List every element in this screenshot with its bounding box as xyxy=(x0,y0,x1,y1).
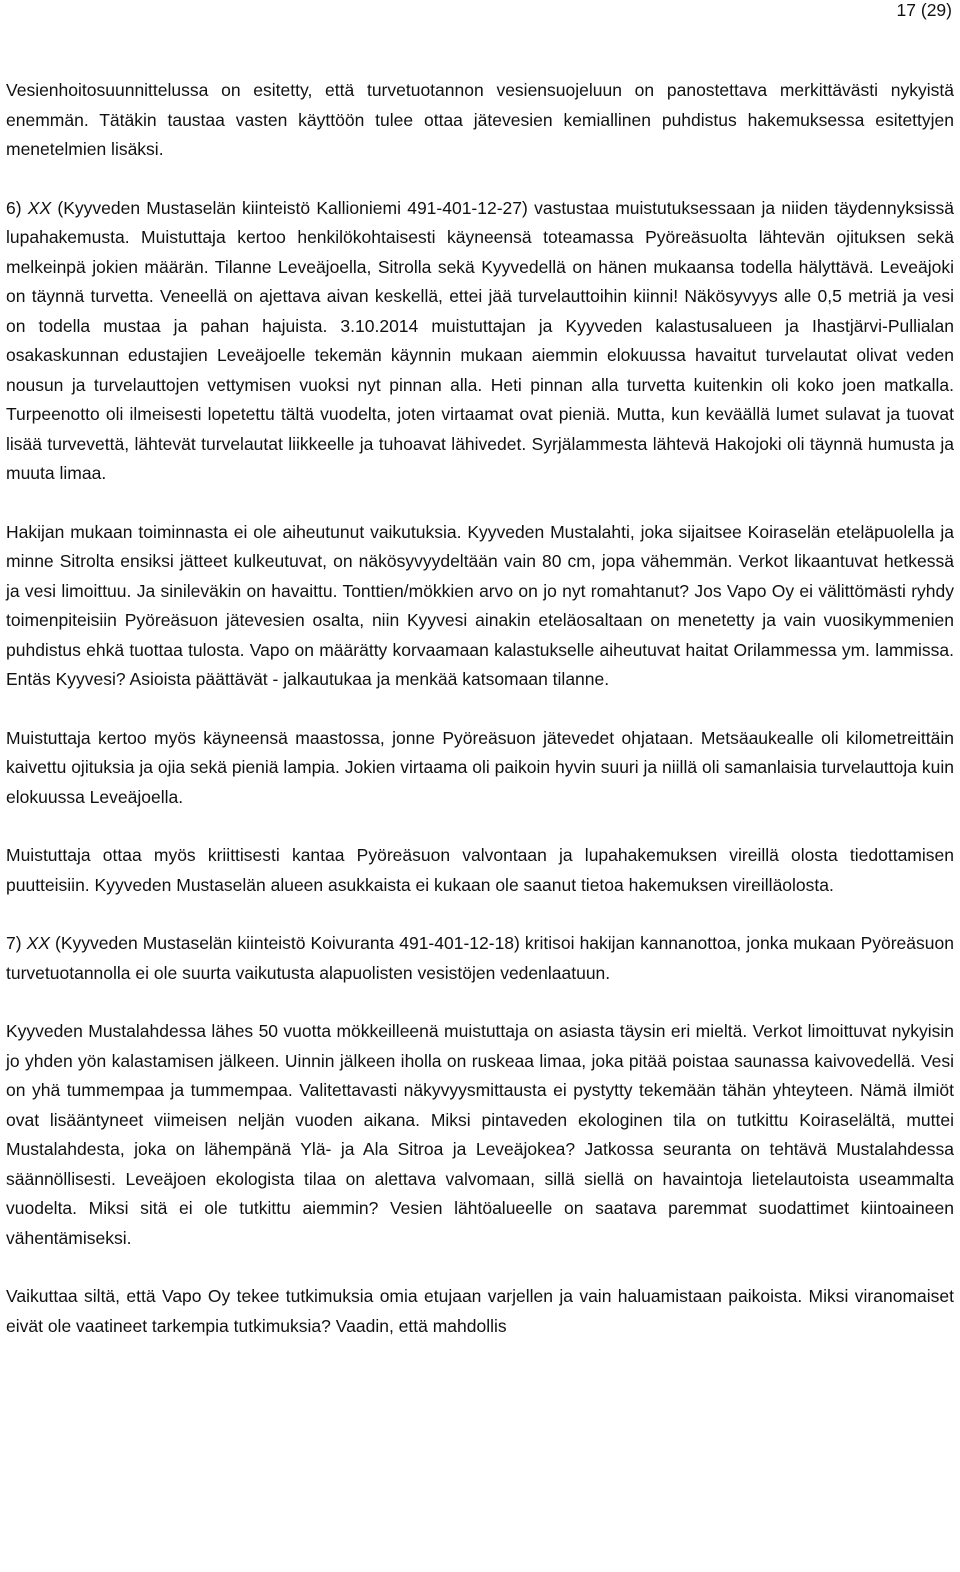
paragraph-2 xyxy=(6,194,954,489)
page-number: 17 (29) xyxy=(896,0,952,20)
paragraph-5: Muistuttaja ottaa myös kriittisesti kantaa Pyöreäsuon valvontaan ja lupahakemuksen vireillä olosta tiedottamisen puutteisiin. Kyyveden Mustaselän alueen asukkaista ei kukaan ole saanut tietoa hakemuksen vireilläolosta. xyxy=(6,845,954,895)
paragraph-6-text: (Kyyveden Mustaselän kiinteistö Koivuranta 491-401-12-18) kritisoi hakijan kannanottoa, jonka mukaan Pyöreäsuon turvetuotannolla ei ole suurta vaikutusta alapuolisten vesistöjen vedenlaatuun. xyxy=(6,933,954,983)
paragraph-1: Vesienhoitosuunnittelussa on esitetty, että turvetuotannon vesiensuojeluun on panostettava merkittävästi nykyistä enemmän. Tätäkin taustaa vasten käyttöön tulee ottaa jätevesien kemiallinen puhdistus hakemuksessa esitettyjen menetelmien lisäksi. xyxy=(6,80,954,159)
paragraph-4: Muistuttaja kertoo myös käyneensä maastossa, jonne Pyöreäsuon jätevedet ohjataan. Metsäaukealle oli kilometreittäin kaivettu ojituksia ja ojia sekä pieniä lampia. Jokien virtaama oli paikoin hyvin suuri ja niillä oli samanlaisia turvelauttoja kuin elokuussa Leveäjoella. xyxy=(6,727,954,807)
paragraph-2-text: (Kyyveden Mustaselän kiinteistö Kallioniemi 491-401-12-27) vastustaa muistutuksessaan ja niiden täydennyksissä lupahakemusta. Muistuttaja kertoo henkilökohtaisesti käyneensä toteamassa Pyöreäsuolta lähtevän ojituksen sekä melkeinpä jokien määrän. Tilanne Leveäjoella, Sitrolla sekä Kyyvedellä on hänen mukaansa todella hälyttävä. Leveäjoki on täynnä turvetta. Veneellä on ajettava aivan keskellä, ettei jää turvelauttoihin kiinni! Näkösyvyys alle 0,5 metriä ja vesi on todella mustaa ja pahan hajuista. 3.10.2014 muistuttajan ja Kyyveden kalastusalueen ja Ihastjärvi-Pullialan osakaskunnan edustajien Leveäjoelle tekemän käynnin mukaan aiemmin elokuussa havaitut turvelautat olivat veden nousun ja turvelauttojen vettymisen vuoksi nyt pinnan alla. Heti pinnan alla turvetta kuitenkin oli koko joen matkalla. Turpeenotto oli ilmeisesti lopetettu tältä vuodelta, joten virtaamat ovat pieniä. Mutta, kun keväällä lumet sulavat ja tuovat lisää turvevettä, lähtevät turvelautat liikkeelle ja tuhoavat lähivedet. Syrjälammesta lähtevä Hakojoki oli täynnä humusta ja muuta limaa. xyxy=(6,197,954,483)
item-number: 6) xyxy=(6,197,28,218)
paragraph-8: Vaikuttaa siltä, että Vapo Oy tekee tutkimuksia omia etujaan varjellen ja vain haluamistaan paikoista. Miksi viranomaiset eivät ole vaatineet tarkempia tutkimuksia? Vaadin, että mahdollis xyxy=(6,1286,954,1336)
paragraph-6 xyxy=(6,929,954,988)
paragraph-7: Kyyveden Mustalahdessa lähes 50 vuotta mökkeilleenä muistuttaja on asiasta täysin eri mieltä. Verkot limoittuvat nykyisin jo yhden yön kalastamisen jälkeen. Uinnin jälkeen iholla on ruskeaa limaa, joka pitää poistaa saunassa kaivovedellä. Vesi on yhä tummempaa ja tummempaa. Valitettavasti näkyvyysmittausta ei pystytty tekemään tähän yhteyteen. Nämä ilmiöt ovat lisääntyneet viimeisen neljän vuoden aikana. Miksi pintaveden ekologinen tila on tutkittu Koiraselältä, muttei Mustalahdesta, joka on lähempänä Ylä- ja Ala Sitroa ja Leveäjokea? Jatkossa seuranta on tehtävä Mustalahdessa säännöllisesti. Leveäjoen ekologista tilaa on alettava valvomaan, sillä siellä on havaintoja lietelautoista useammalta vuodelta. Miksi sitä ei ole tutkittu aiemmin? Vesien lähtöalueelle on saatava paremmat suodattimet kiintoaineen vähentämiseksi. xyxy=(6,1021,954,1248)
redacted-name: XX xyxy=(27,197,52,218)
redacted-name: XX xyxy=(26,933,50,953)
paragraph-3: Hakijan mukaan toiminnasta ei ole aiheutunut vaikutuksia. Kyyveden Mustalahti, joka sijaitsee Koiraselän eteläpuolella ja minne Sitrolta ensiksi jätteet kulkeutuvat, on näkösyvyydeltään vain 80 cm, jopa vähemmän. Verkot likaantuvat hetkessä ja vesi limoittuu. Ja sinileväkin on havaittu. Tonttien/mökkien arvo on jo nyt romahtanut? Jos Vapo Oy ei välittömästi ryhdy toimenpiteisiin Pyöreäsuon jätevesien osalta, niin Kyyvesi ainakin eteläosaltaan on menetetty ja vain vuosikymmenien puhdistus ehkä tuottaa tulosta. Vapo on määrätty korvaamaan kalastukselle aiheutuvat haitat Orilammessa ym. lammissa. Entäs Kyyvesi? Asioista päättävät - jalkautukaa ja menkää katsomaan tilanne. xyxy=(6,521,954,689)
document-body xyxy=(6,76,954,1341)
item-number: 7) xyxy=(6,933,27,953)
